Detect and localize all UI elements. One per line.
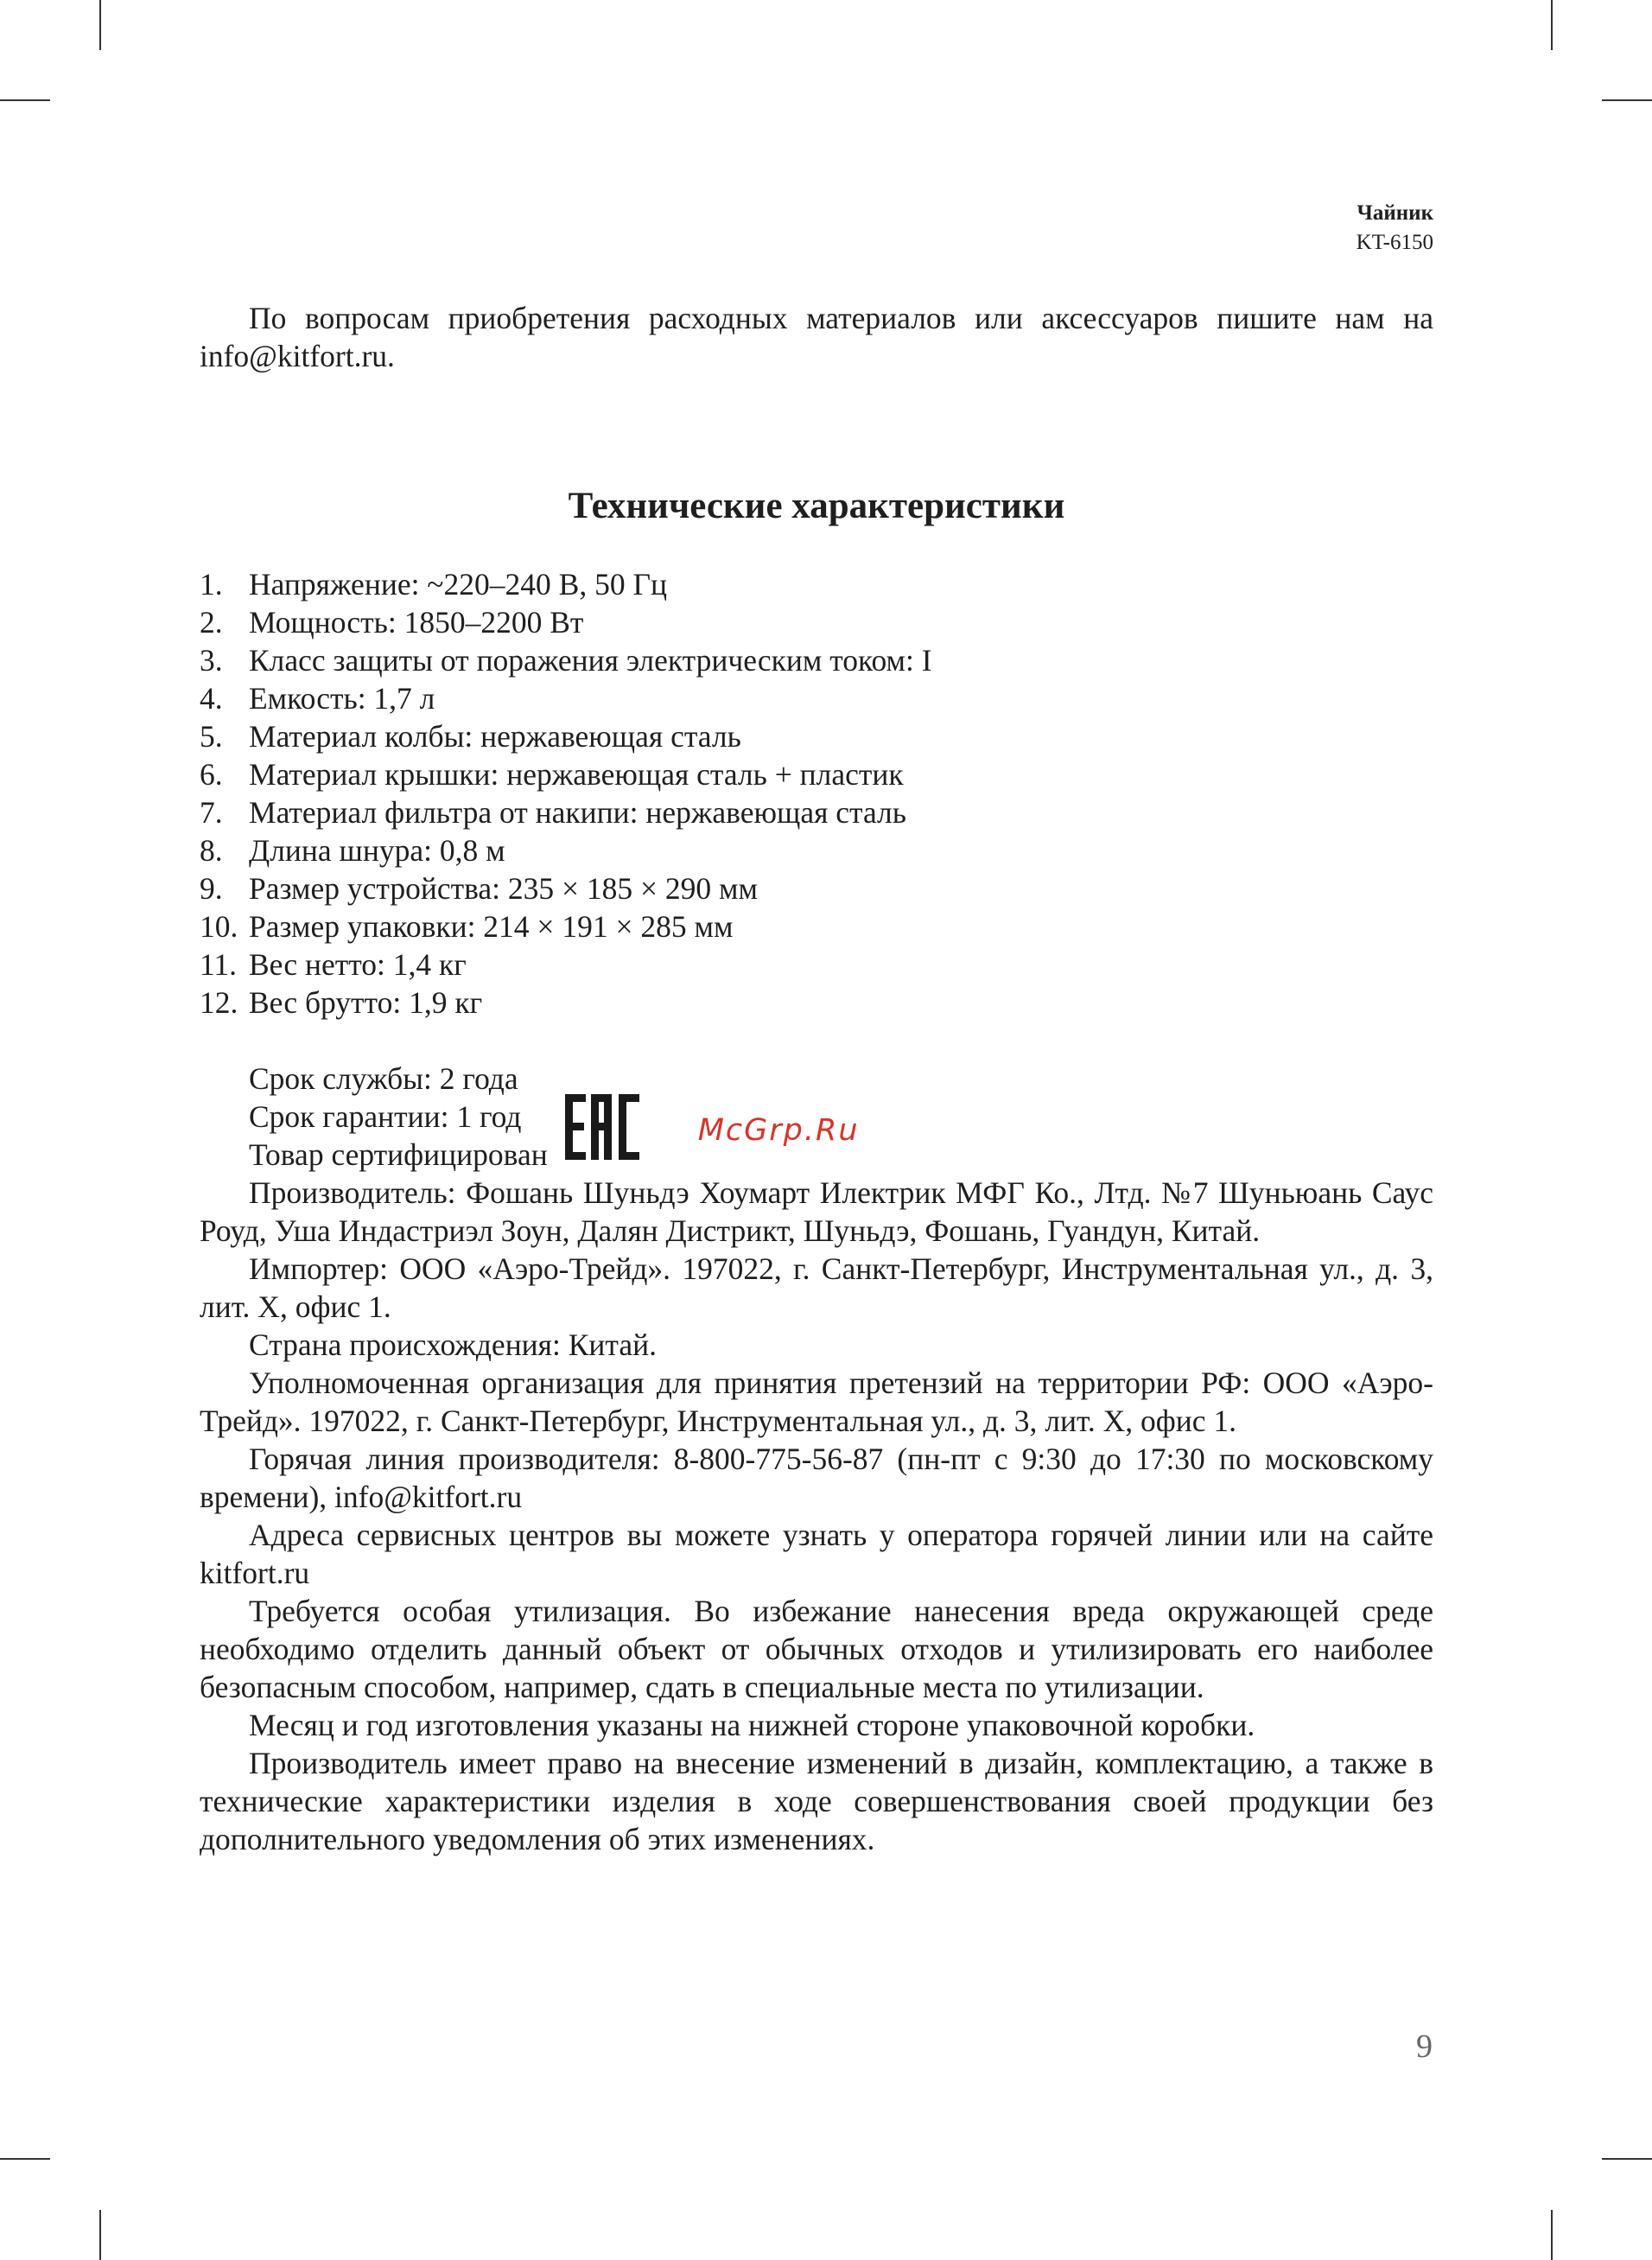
product-model: KT-6150	[1356, 231, 1433, 254]
manufacturer-paragraph: Производитель: Фошань Шуньдэ Хоумарт Илектрик МФГ Ко., Лтд. №7 Шуньюань Саус Роуд, Уша Индастриэл Зоун, Далян Дистрикт, Шуньдэ, Фошань, Гуандун, Китай.	[200, 1175, 1433, 1248]
spec-text: Мощность: 1850–2200 Вт	[249, 605, 584, 640]
spec-item	[200, 679, 1433, 717]
spec-number: 12.	[200, 985, 238, 1020]
page-header	[1357, 199, 1433, 258]
spec-number: 4.	[200, 681, 223, 716]
crop-mark-top-right	[1551, 0, 1553, 50]
specs-section	[200, 565, 1433, 1022]
spec-item	[200, 603, 1433, 641]
crop-mark-bottom-right	[1551, 2210, 1553, 2260]
spec-number: 7.	[200, 795, 223, 830]
crop-mark-right-top	[1602, 99, 1652, 101]
spec-item	[200, 869, 1433, 907]
eac-mark-icon	[565, 1094, 639, 1160]
spec-number: 9.	[200, 871, 223, 906]
watermark: McGrp.Ru	[697, 1113, 860, 1148]
product-title: Чайник	[1357, 201, 1433, 225]
spec-number: 6.	[200, 757, 223, 792]
spec-number: 3.	[200, 643, 223, 678]
spec-item	[200, 717, 1433, 755]
specs-list	[200, 565, 1433, 1022]
crop-mark-bottom-left	[99, 2210, 101, 2260]
cert-lines	[200, 1060, 548, 1174]
spec-number: 11.	[200, 947, 238, 982]
spec-text: Длина шнура: 0,8 м	[249, 833, 505, 868]
spec-item	[200, 907, 1433, 945]
spec-text: Класс защиты от поражения электрическим током: I	[249, 643, 932, 678]
crop-mark-left-bottom	[0, 2158, 50, 2160]
spec-text: Материал крышки: нержавеющая сталь + пластик	[249, 757, 904, 792]
certified-note: Товар сертифицирован	[249, 1137, 548, 1172]
spec-number: 1.	[200, 567, 223, 602]
spec-text: Напряжение: ~220–240 В, 50 Гц	[249, 567, 667, 602]
hotline-paragraph: Горячая линия производителя: 8-800-775-56-87 (пн-пт с 9:30 до 17:30 по московскому времени), info@kitfort.ru	[200, 1442, 1433, 1514]
spec-item	[200, 755, 1433, 793]
spec-item	[200, 565, 1433, 603]
crop-mark-right-bottom	[1602, 2158, 1652, 2160]
service-centers-paragraph: Адреса сервисных центров вы можете узнать у оператора горячей линии или на сайте kitfort.ru	[200, 1518, 1433, 1590]
spec-text: Вес нетто: 1,4 кг	[249, 947, 467, 982]
origin-paragraph: Страна происхождения: Китай.	[249, 1327, 658, 1362]
intro-section	[200, 299, 1433, 375]
spec-text: Материал колбы: нержавеющая сталь	[249, 719, 741, 754]
spec-text: Размер устройства: 235 × 185 × 290 мм	[249, 871, 758, 906]
spec-number: 5.	[200, 719, 223, 754]
page-number: 9	[1416, 2028, 1433, 2065]
manufacture-date-paragraph: Месяц и год изготовления указаны на нижней стороне упаковочной коробки.	[249, 1708, 1255, 1742]
authorized-org-paragraph: Уполномоченная организация для принятия претензий на территории РФ: ООО «Аэро-Трейд». 197022, г. Санкт-Петербург, Инструментальная ул., д. 3, лит. Х, офис 1.	[200, 1366, 1433, 1438]
changes-paragraph: Производитель имеет право на внесение изменений в дизайн, комплектацию, а также в технические характеристики изделия в ходе совершенствования своей продукции без дополнительного уведомления об этих изменениях.	[200, 1746, 1433, 1856]
spec-item	[200, 984, 1433, 1022]
spec-number: 8.	[200, 833, 223, 868]
spec-item	[200, 793, 1433, 831]
spec-item	[200, 945, 1433, 984]
spec-text: Емкость: 1,7 л	[249, 681, 435, 716]
spec-text: Вес брутто: 1,9 кг	[249, 985, 483, 1020]
spec-number: 10.	[200, 909, 238, 944]
certification-block	[200, 1060, 1433, 1174]
warranty-period: Срок гарантии: 1 год	[249, 1099, 522, 1134]
disposal-paragraph: Требуется особая утилизация. Во избежание нанесения вреда окружающей среде необходимо отделить данный объект от обычных отходов и утилизировать его наиболее безопасным способом, например, сдать в специальные места по утилизации.	[200, 1594, 1433, 1704]
service-life: Срок службы: 2 года	[249, 1061, 518, 1096]
spec-item	[200, 641, 1433, 679]
crop-mark-left-top	[0, 99, 50, 101]
spec-item	[200, 831, 1433, 869]
crop-mark-top-left	[99, 0, 101, 50]
spec-text: Материал фильтра от накипи: нержавеющая сталь	[249, 795, 906, 830]
spec-number: 2.	[200, 605, 223, 640]
section-title: Технические характеристики	[568, 486, 1065, 526]
spec-text: Размер упаковки: 214 × 191 × 285 мм	[249, 909, 734, 944]
intro-paragraph: По вопросам приобретения расходных материалов или аксессуаров пишите нам на info@kitfort.ru.	[200, 301, 1433, 373]
importer-paragraph: Импортер: ООО «Аэро-Трейд». 197022, г. Санкт-Петербург, Инструментальная ул., д. 3, лит. Х, офис 1.	[200, 1251, 1433, 1324]
info-section	[200, 1060, 1433, 1858]
